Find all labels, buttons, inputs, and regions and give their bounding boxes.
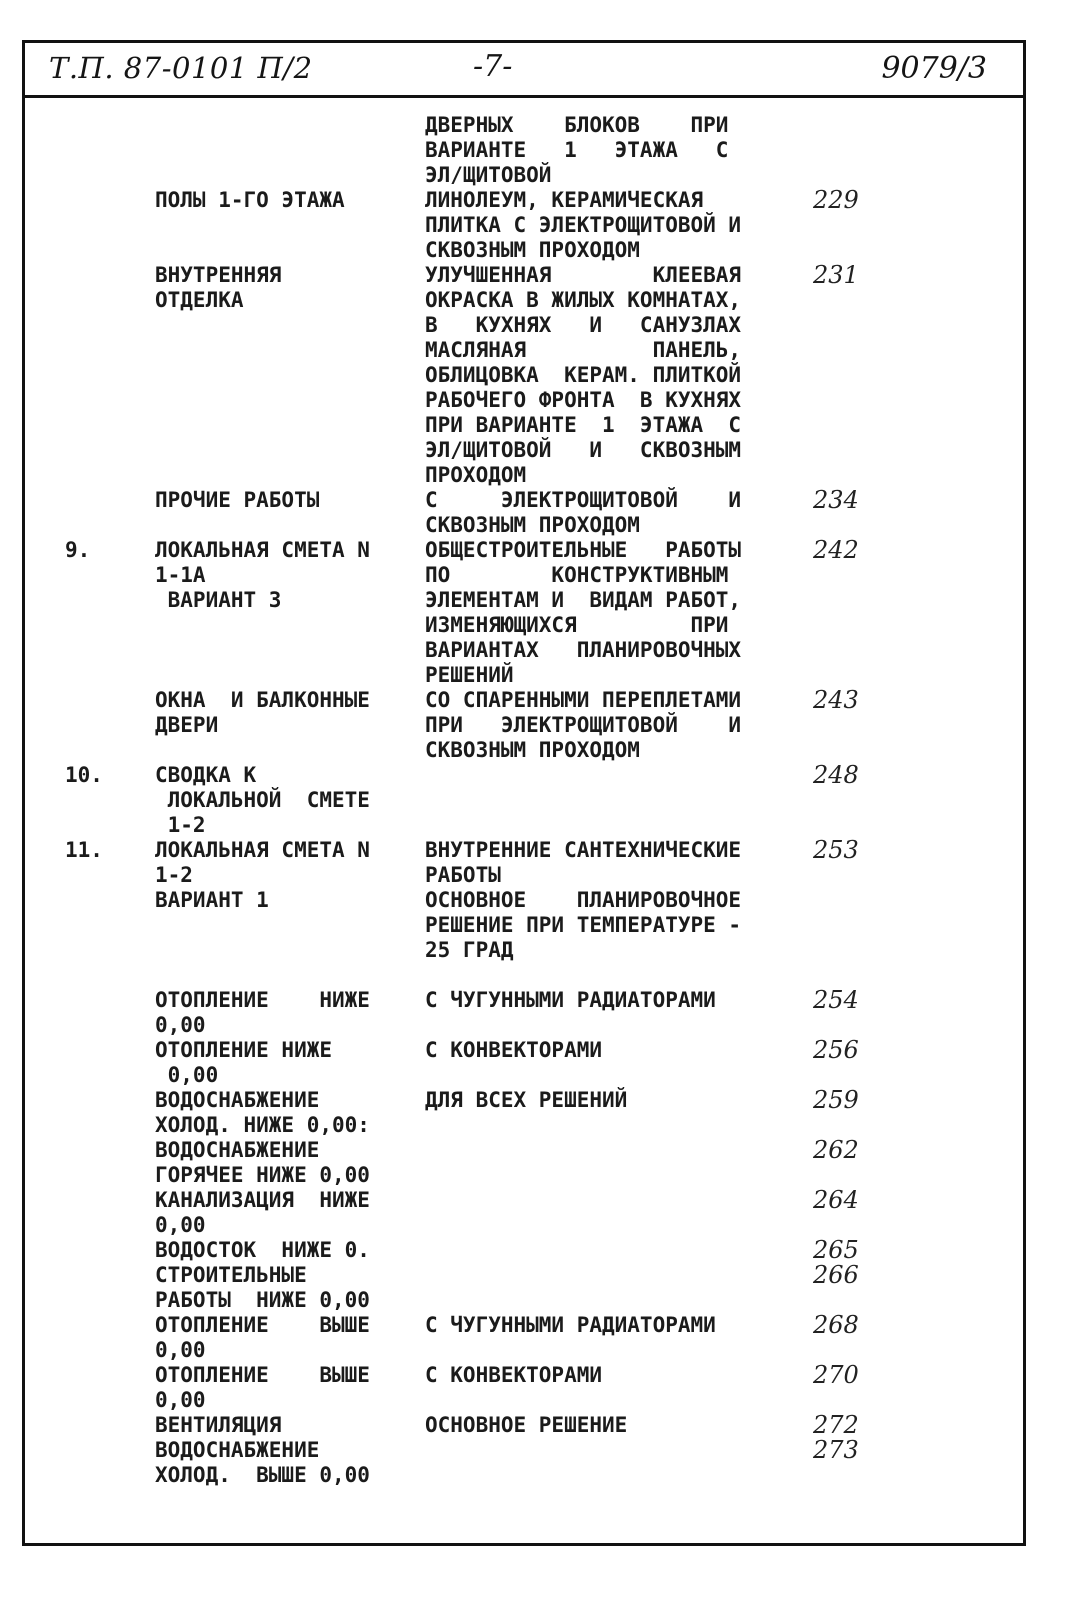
item-page: 242 [813,536,859,564]
item-description: УЛУЧШЕННАЯ КЛЕЕВАЯ ОКРАСКА В ЖИЛЫХ КОМНАТАХ, В КУХНЯХ И САНУЗЛАХ МАСЛЯНАЯ ПАНЕЛЬ, ОБЛИЦОВКА КЕРАМ. ПЛИТКОЙ РАБОЧЕГО ФРОНТА В КУХНЯХ ПРИ ВАРИАНТЕ 1 ЭТАЖА С ЭЛ/ЩИТОВОЙ И СКВОЗНЫМ ПРОХОДОМ [425,263,742,487]
item-description: С ЭЛЕКТРОЩИТОВОЙ И СКВОЗНЫМ ПРОХОДОМ [425,488,742,537]
item-number: 9. [65,538,91,562]
item-name: ВОДОСНАБЖЕНИЕ ГОРЯЧЕЕ НИЖЕ 0,00 [155,1138,370,1187]
item-page: 253 [813,836,859,864]
item-description: СО СПАРЕННЫМИ ПЕРЕПЛЕТАМИ ПРИ ЭЛЕКТРОЩИТОВОЙ И СКВОЗНЫМ ПРОХОДОМ [425,688,742,762]
item-name: ЛОКАЛЬНАЯ СМЕТА N 1-1А ВАРИАНТ 3 [155,538,370,612]
item-name: ПРОЧИЕ РАБОТЫ [155,488,320,512]
item-name: ВОДОСНАБЖЕНИЕ ХОЛОД. ВЫШЕ 0,00 [155,1438,370,1487]
item-page: 265 [813,1236,859,1264]
item-description: С КОНВЕКТОРАМИ [425,1363,603,1387]
item-name: СТРОИТЕЛЬНЫЕ РАБОТЫ НИЖЕ 0,00 [155,1263,370,1312]
item-name: ВОДОСНАБЖЕНИЕ ХОЛОД. НИЖЕ 0,00: [155,1088,370,1137]
item-number: 11. [65,838,103,862]
item-description: ОСНОВНОЕ РЕШЕНИЕ [425,1413,628,1437]
item-name: ОТОПЛЕНИЕ ВЫШЕ 0,00 [155,1313,370,1362]
item-number: 10. [65,763,103,787]
item-name: ВЕНТИЛЯЦИЯ [155,1413,282,1437]
item-page: 266 [813,1261,859,1289]
contents-table [25,98,1023,1543]
item-page: 256 [813,1036,859,1064]
item-description: ДЛЯ ВСЕХ РЕШЕНИЙ [425,1088,628,1112]
item-page: 229 [813,186,859,214]
item-name: ВНУТРЕННЯЯ ОТДЕЛКА [155,263,282,312]
item-name: ВОДОСТОК НИЖЕ 0. [155,1238,370,1262]
item-page: 248 [813,761,859,789]
item-page: 262 [813,1136,859,1164]
item-description: С ЧУГУННЫМИ РАДИАТОРАМИ [425,988,716,1012]
item-page: 231 [813,261,859,289]
item-name: КАНАЛИЗАЦИЯ НИЖЕ 0,00 [155,1188,370,1237]
item-description: ОБЩЕСТРОИТЕЛЬНЫЕ РАБОТЫ ПО КОНСТРУКТИВНЫМ ЭЛЕМЕНТАМ И ВИДАМ РАБОТ, ИЗМЕНЯЮЩИХСЯ ПРИ ВАРИАНТАХ ПЛАНИРОВОЧНЫХ РЕШЕНИЙ [425,538,742,687]
item-page: 272 [813,1411,859,1439]
item-page: 259 [813,1086,859,1114]
item-name: ОКНА И БАЛКОННЫЕ ДВЕРИ [155,688,370,737]
item-name: ОТОПЛЕНИЕ НИЖЕ 0,00 [155,1038,333,1087]
item-name: СВОДКА К ЛОКАЛЬНОЙ СМЕТЕ 1-2 [155,763,370,837]
item-description: ЛИНОЛЕУМ, КЕРАМИЧЕСКАЯ ПЛИТКА С ЭЛЕКТРОЩИТОВОЙ И СКВОЗНЫМ ПРОХОДОМ [425,188,742,262]
item-description: С ЧУГУННЫМИ РАДИАТОРАМИ [425,1313,716,1337]
item-page: 234 [813,486,859,514]
item-name: ПОЛЫ 1-ГО ЭТАЖА [155,188,345,212]
item-description: ДВЕРНЫХ БЛОКОВ ПРИ ВАРИАНТЕ 1 ЭТАЖА С ЭЛ/ЩИТОВОЙ [425,113,729,187]
item-page: 264 [813,1186,859,1214]
project-number: 9079/3 [881,51,987,86]
item-name: ЛОКАЛЬНАЯ СМЕТА N 1-2 ВАРИАНТ 1 [155,838,370,912]
item-description: ВНУТРЕННИЕ САНТЕХНИЧЕСКИЕ РАБОТЫ ОСНОВНОЕ ПЛАНИРОВОЧНОЕ РЕШЕНИЕ ПРИ ТЕМПЕРАТУРЕ - 25 ГРАД [425,838,742,962]
document-code: Т.П. 87-0101 П/2 [49,51,313,85]
item-name: ОТОПЛЕНИЕ НИЖЕ 0,00 [155,988,370,1037]
item-page: 273 [813,1436,859,1464]
item-page: 254 [813,986,859,1014]
item-description: С КОНВЕКТОРАМИ [425,1038,603,1062]
header-stamp [25,43,1023,98]
document-sheet [22,40,1026,1546]
page-number: -7- [473,49,513,84]
item-name: ОТОПЛЕНИЕ ВЫШЕ 0,00 [155,1363,370,1412]
item-page: 268 [813,1311,859,1339]
item-page: 270 [813,1361,859,1389]
item-page: 243 [813,686,859,714]
